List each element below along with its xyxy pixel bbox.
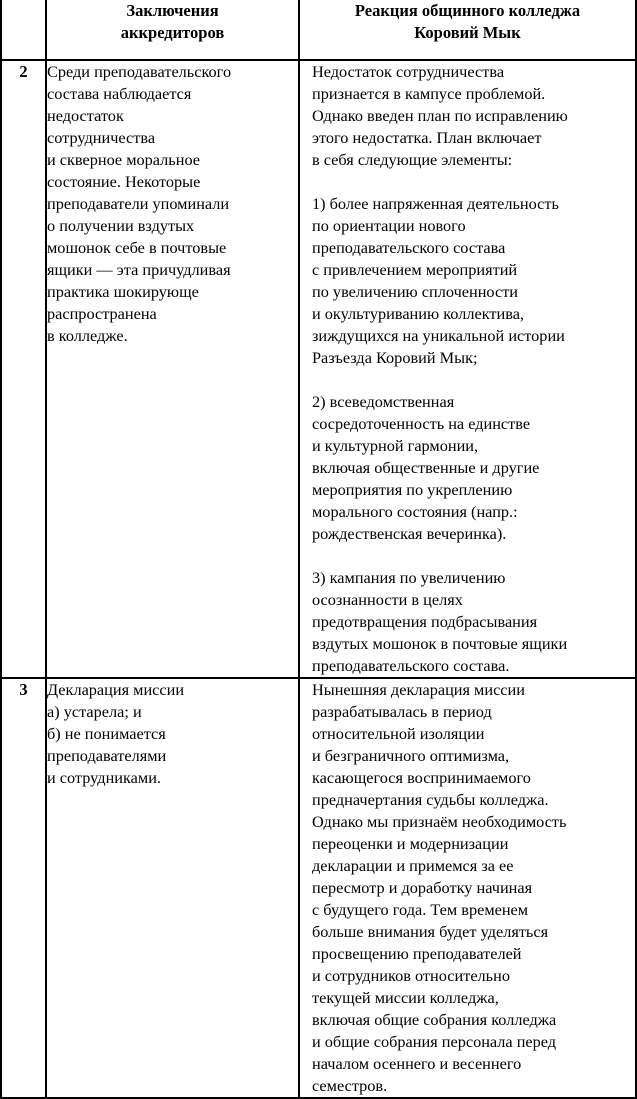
text-line: сотрудничества [47, 128, 156, 147]
text-line: ящики — эта причудливая [47, 260, 231, 279]
text-line: переоценки и модернизации [312, 834, 509, 853]
text-line: и безграничного оптимизма, [312, 746, 510, 765]
text-line: предначертания судьбы колледжа. [312, 790, 549, 809]
table-header-row [1, 0, 636, 60]
text-line: просвещению преподавателей [312, 944, 522, 963]
text-line: осознанности в целях [312, 590, 463, 609]
text-line: рождественская вечеринка). [312, 524, 507, 543]
text-line: вздутых мошонок в почтовые ящики [312, 634, 568, 653]
text-line: и скверное моральное [47, 150, 201, 169]
paragraph [312, 193, 629, 369]
header-cell-response [299, 0, 636, 60]
text-line: текущей миссии колледжа, [312, 988, 499, 1007]
text-line: 3) кампания по увеличению [312, 568, 506, 587]
table-body [1, 60, 636, 1098]
text-line: состава наблюдается [47, 84, 192, 103]
text-line: распространена [47, 304, 157, 323]
text-line: разрабатывалась в период [312, 702, 492, 721]
text-line: по ориентации нового [312, 216, 466, 235]
paragraph [312, 61, 629, 171]
paragraph [47, 679, 298, 789]
row-response-cell [299, 678, 636, 1098]
text-line: недостаток [47, 106, 124, 125]
text-line: больше внимания будет уделяться [312, 922, 549, 941]
header-response-line-1: Реакция общинного колледжа [354, 1, 581, 20]
text-line: относительной изоляции [312, 724, 485, 743]
text-line: семестров. [312, 1076, 388, 1095]
paragraph [312, 391, 629, 545]
text-line: по увеличению сплоченности [312, 282, 519, 301]
text-line: Недостаток сотрудничества [312, 62, 505, 81]
text-line: пересмотр и доработку начиная [312, 878, 533, 897]
table-row [1, 678, 636, 1098]
text-line: мошонок себе в почтовые [47, 238, 227, 257]
text-line: с привлечением мероприятий [312, 260, 518, 279]
header-findings-line-1: Заключения [126, 1, 219, 20]
text-line: и общие собрания персонала перед [312, 1032, 557, 1051]
header-findings-line-2: аккредиторов [120, 23, 225, 42]
text-line: преподавательского состава [312, 238, 506, 257]
text-line: состояние. Некоторые [47, 172, 201, 191]
text-line: о получении вздутых [47, 216, 195, 235]
text-line: 2) всеведомственная [312, 392, 455, 411]
text-line: Разъезда Коровий Мык; [312, 348, 478, 367]
findings-text [47, 61, 298, 347]
text-line: и сотрудников относительно [312, 966, 510, 985]
row-number: 2 [1, 60, 46, 678]
text-line: сосредоточенность на единстве [312, 414, 531, 433]
text-line: 1) более напряженная деятельность [312, 194, 559, 213]
text-line: этого недостатка. План включает [312, 128, 542, 147]
paragraph [47, 61, 298, 347]
text-line: включая общественные и другие [312, 458, 540, 477]
text-line: включая общие собрания колледжа [312, 1010, 557, 1029]
findings-text [47, 679, 298, 789]
response-text [312, 679, 629, 1097]
text-line: признается в кампусе проблемой. [312, 84, 546, 103]
text-line: предотвращения подбрасывания [312, 612, 538, 631]
text-line: в себя следующие элементы: [312, 150, 513, 169]
text-line: с будущего года. Тем временем [312, 900, 529, 919]
text-line: зиждущихся на уникальной истории [312, 326, 565, 345]
text-line: началом осеннего и весеннего [312, 1054, 522, 1073]
table-header [1, 0, 636, 60]
text-line: преподавателями [47, 746, 167, 765]
text-line: морального состояния (напр.: [312, 502, 518, 521]
text-line: декларации и примемся за ее [312, 856, 514, 875]
text-line: Нынешняя декларация миссии [312, 680, 525, 699]
paragraph [312, 567, 629, 677]
text-line: преподавательского состава. [312, 656, 510, 675]
text-line: и сотрудниками. [47, 768, 161, 787]
table-row [1, 60, 636, 678]
row-findings-cell [46, 60, 299, 678]
text-line: Однако введен план по исправлению [312, 106, 568, 125]
paragraph [312, 679, 629, 1097]
row-response-cell [299, 60, 636, 678]
text-line: а) устарела; и [47, 702, 142, 721]
response-text [312, 61, 629, 677]
text-line: и культурной гармонии, [312, 436, 479, 455]
header-cell-findings [46, 0, 299, 60]
text-line: касающегося воспринимаемого [312, 768, 531, 787]
text-line: б) не понимается [47, 724, 166, 743]
text-line: мероприятия по укреплению [312, 480, 513, 499]
text-line: Среди преподавательского [47, 62, 232, 81]
text-line: в колледже. [47, 326, 128, 345]
text-line: Декларация миссии [47, 680, 185, 699]
text-line: Однако мы признаём необходимость [312, 812, 567, 831]
text-line: и окультуриванию коллектива, [312, 304, 524, 323]
header-response-line-2: Коровий Мык [414, 23, 521, 42]
text-line: преподаватели упоминали [47, 194, 230, 213]
row-findings-cell [46, 678, 299, 1098]
row-number: 3 [1, 678, 46, 1098]
text-line: практика шокирующе [47, 282, 199, 301]
header-cell-number [1, 0, 46, 60]
